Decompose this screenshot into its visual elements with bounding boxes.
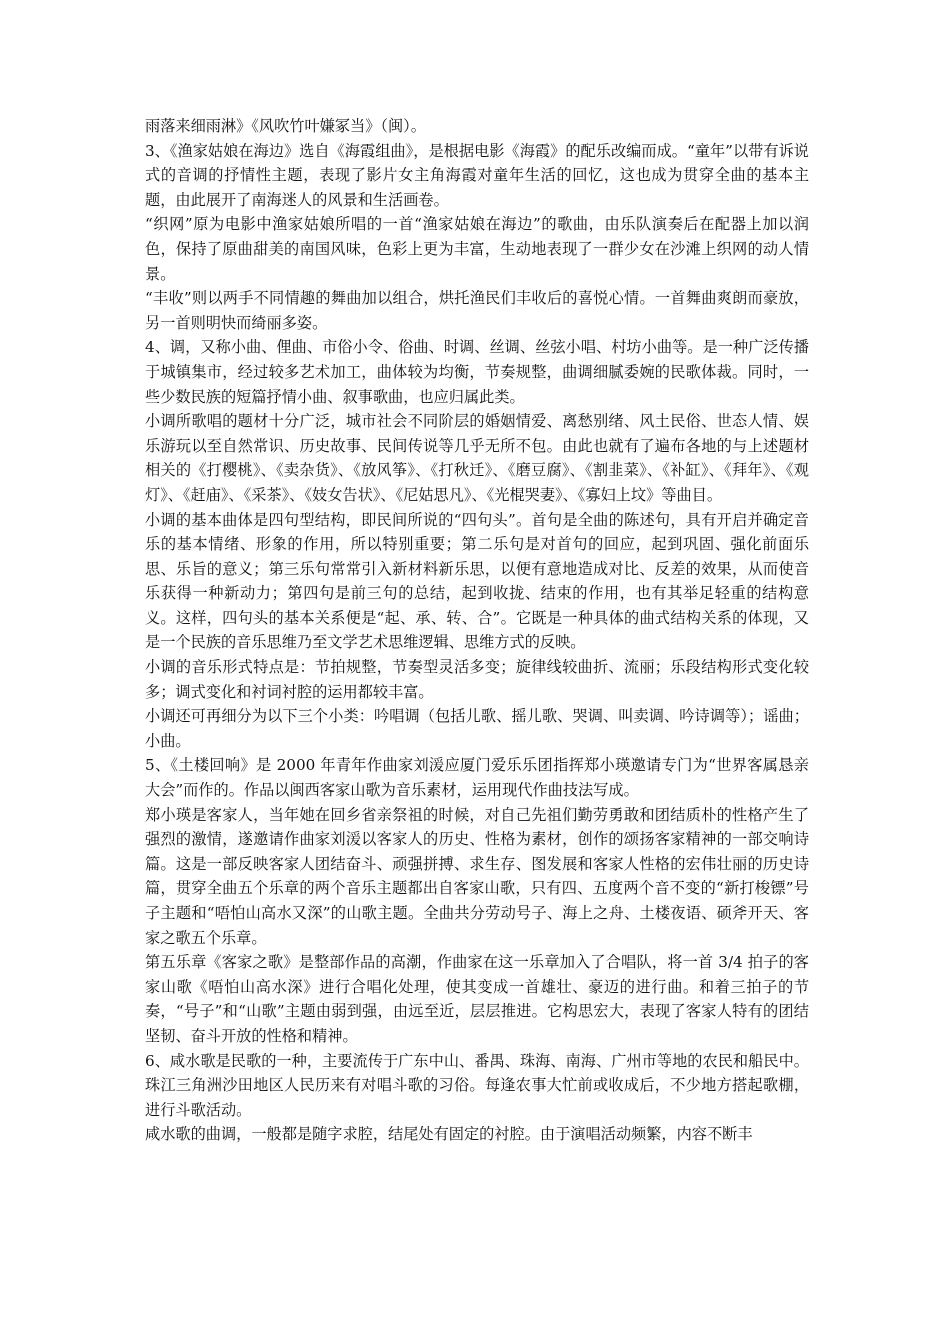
document-body — [145, 114, 809, 1147]
paragraph-2: 3、《渔家姑娘在海边》选自《海霞组曲》，是根据电影《海霞》的配乐改编而成。“童年”以带有诉说式的音调的抒情性主题，表现了影片女主角海霞对童年生活的回忆，这也成为贯穿全曲的基本主题，由此展开了南海迷人的风景和生活画卷。 — [145, 141, 809, 209]
paragraph-1: 雨落来细雨淋》《风吹竹叶嫌冢当》（闽）。 — [145, 117, 426, 135]
paragraph-10: 5、《土楼回响》是 2000 年青年作曲家刘湲应厦门爱乐乐团指挥郑小瑛邀请专门为“世界客属恳亲大会”而作的。作品以闽西客家山歌为音乐素材，运用现代作曲技法写成。 — [145, 756, 809, 800]
paragraph-5: 4、调，又称小曲、俚曲、市俗小令、俗曲、时调、丝调、丝弦小唱、村坊小曲等。是一种广泛传播于城镇集市，经过较多艺术加工，曲体较为均衡，节奏规整，曲调细腻委婉的民歌体裁。同时，一些少数民族的短篇抒情小曲、叙事歌曲，也应归属此类。 — [145, 338, 809, 406]
paragraph-9: 小调还可再细分为以下三个小类：吟唱调（包括儿歌、摇儿歌、哭调、叫卖调、吟诗调等）；谣曲；小曲。 — [145, 707, 809, 750]
paragraph-3: “织网”原为电影中渔家姑娘所唱的一首“渔家姑娘在海边”的歌曲，由乐队演奏后在配器上加以润色，保持了原曲甜美的南国风味，色彩上更为丰富，生动地表现了一群少女在沙滩上织网的动人情景。 — [145, 215, 809, 283]
paragraph-8: 小调的音乐形式特点是：节拍规整，节奏型灵活多变；旋律线较曲折、流丽；乐段结构形式变化较多；调式变化和衬词衬腔的运用都较丰富。 — [145, 658, 809, 701]
paragraph-6: 小调所歌唱的题材十分广泛，城市社会不同阶层的婚姻情爱、离愁别绪、风土民俗、世态人情、娱乐游玩以至自然常识、历史故事、民间传说等几乎无所不包。由此也就有了遍布各地的与上述题材相关的《打樱桃》、《卖杂货》、《放风筝》、《打秋迁》、《磨豆腐》、《割韭菜》、《补缸》、《拜年》、《观灯》、《赶庙》、《采茶》、《妓女告状》、《尼姑思凡》、《光棍哭妻》、《寡妇上坟》等曲目。 — [145, 412, 809, 504]
paragraph-4: “丰收”则以两手不同情趣的舞曲加以组合，烘托渔民们丰收后的喜悦心情。一首舞曲爽朗而豪放，另一首则明快而绮丽多姿。 — [145, 289, 809, 332]
paragraph-13: 6、咸水歌是民歌的一种，主要流传于广东中山、番禺、珠海、南海、广州市等地的农民和船民中。珠江三角洲沙田地区人民历来有对唱斗歌的习俗。每逢农事大忙前或收成后，不少地方搭起歌棚，进行斗歌活动。 — [145, 1051, 809, 1119]
paragraph-12: 第五乐章《客家之歌》是整部作品的高潮，作曲家在这一乐章加入了合唱队，将一首 3/4 拍子的客家山歌《唔怕山高水深》进行合唱化处理，使其变成一首雄壮、豪迈的进行曲。和着三拍子的节奏，“号子”和“山歌”主题由弱到强，由远至近，层层推进。它构思宏大，表现了客家人特有的团结坚韧、奋斗开放的性格和精神。 — [145, 953, 809, 1045]
paragraph-7: 小调的基本曲体是四句型结构，即民间所说的“四句头”。首句是全曲的陈述句，具有开启并确定音乐的基本情绪、形象的作用，所以特别重要；第二乐句是对首句的回应，起到巩固、强化前面乐思、乐旨的意义；第三乐句常常引入新材料新乐思，以便有意地造成对比、反差的效果，从而使音乐获得一种新动力；第四句是前三句的总结，起到收拢、结束的作用，也有其举足轻重的结构意义。这样，四句头的基本关系便是“起、承、转、合”。它既是一种具体的曲式结构关系的体现，又是一个民族的音乐思维乃至文学艺术思维逻辑、思维方式的反映。 — [145, 510, 809, 652]
paragraph-11: 郑小瑛是客家人，当年她在回乡省亲祭祖的时候，对自己先祖们勤劳勇敢和团结质朴的性格产生了强烈的激情，遂邀请作曲家刘湲以客家人的历史、性格为素材，创作的颂扬客家精神的一部交响诗篇。这是一部反映客家人团结奋斗、顽强拼搏、求生存、图发展和客家人性格的宏伟壮丽的历史诗篇，贯穿全曲五个乐章的两个音乐主题都出自客家山歌，只有四、五度两个音不变的“新打梭镖”号子主题和“唔怕山高水又深”的山歌主题。全曲共分劳动号子、海上之舟、土楼夜语、硕斧开天、客家之歌五个乐章。 — [145, 805, 809, 947]
paragraph-14: 咸水歌的曲调，一般都是随字求腔，结尾处有固定的衬腔。由于演唱活动频繁，内容不断丰 — [145, 1125, 753, 1144]
